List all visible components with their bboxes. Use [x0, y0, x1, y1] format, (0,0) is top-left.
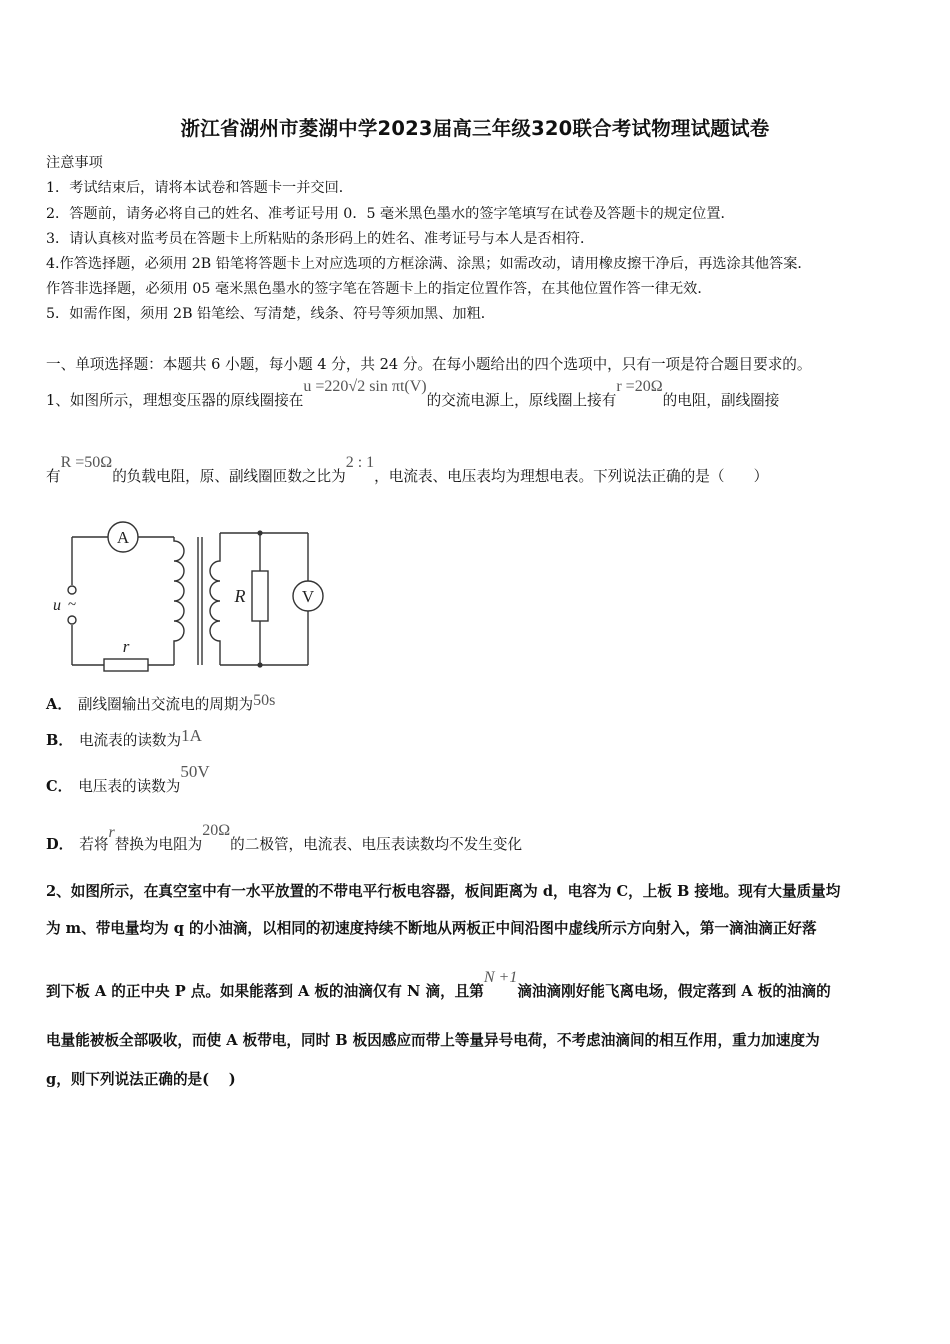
- resistor-r: [104, 659, 148, 671]
- option-a[interactable]: [46, 693, 275, 714]
- option-d[interactable]: [46, 822, 523, 854]
- q2-n-plus-one: N +1: [483, 969, 518, 986]
- primary-coil: [174, 537, 184, 665]
- question-2-line: 电量能被板全部吸收，而使 A 板带电，同时 B 板因感应而带上等量异号电荷，不考虑油滴间的相互作用，重力加速度为: [46, 1032, 820, 1049]
- option-text: 电流表的读数为: [78, 732, 182, 749]
- option-text: 若将: [79, 836, 109, 853]
- option-b[interactable]: [46, 726, 202, 750]
- question-1-stem-line-2: [46, 454, 769, 486]
- option-text: 替换为电阻为: [114, 836, 203, 853]
- note-item: 作答非选择题，必须用 05 毫米黑色墨水的签字笔在答题卡上的指定位置作答，在其他位置作答一律无效．: [46, 281, 712, 297]
- option-label: B．: [46, 732, 73, 749]
- section-heading: 一、单项选择题：本题共 6 小题，每小题 4 分，共 24 分。在每小题给出的四个选项中，只有一项是符合题目要求的。: [46, 356, 812, 373]
- q1-text: 1、如图所示，理想变压器的原线圈接在: [46, 392, 304, 409]
- source-label: u: [53, 597, 61, 614]
- option-label: D．: [46, 836, 74, 853]
- option-math: r: [108, 824, 115, 841]
- junction-dot: [257, 662, 262, 667]
- option-c[interactable]: [46, 762, 210, 796]
- ammeter-label: A: [116, 528, 130, 547]
- notes-heading: 注意事项: [46, 155, 103, 171]
- source-terminal: [68, 586, 76, 594]
- voltmeter-label: V: [301, 587, 315, 606]
- option-text: 电压表的读数为: [78, 778, 181, 795]
- note-item: 2．答题前，请务必将自己的姓名、准考证号用 0．5 毫米黑色墨水的签字笔填写在试卷及答题卡的规定位置．: [46, 206, 735, 222]
- q1-voltage-formula: u =220√2 sin πt(V): [303, 378, 427, 395]
- option-label: A．: [46, 696, 72, 713]
- q1-text: 的电阻，副线圈接: [662, 392, 780, 409]
- q2-text: 到下板 A 的正中央 P 点。如果能落到 A 板的油滴仅有 N 滴，且第: [46, 983, 484, 1000]
- option-math: 20Ω: [202, 822, 231, 839]
- q1-text: 有: [46, 468, 61, 485]
- junction-dot: [257, 530, 262, 535]
- question-2-line: [46, 969, 831, 1001]
- note-item: 1．考试结束后，请将本试卷和答题卡一并交回．: [46, 180, 353, 196]
- q1-R-value: R =50Ω: [60, 454, 113, 471]
- option-math: 1A: [181, 726, 202, 745]
- resistor-R: [252, 571, 268, 621]
- q1-turns-ratio: 2 : 1: [345, 454, 375, 471]
- note-item: 4.作答选择题，必须用 2B 铅笔将答题卡上对应选项的方框涂满、涂黑；如需改动，请用橡皮擦干净后，再选涂其他答案．: [46, 256, 812, 272]
- q1-r-value: r =20Ω: [616, 378, 663, 395]
- option-text: 副线圈输出交流电的周期为: [77, 696, 254, 713]
- option-math: 50s: [253, 692, 276, 709]
- q1-text: ，电流表、电压表均为理想电表。下列说法正确的是（ ）: [374, 468, 769, 485]
- secondary-coil: [210, 533, 220, 665]
- q1-text: 的负载电阻，原、副线圈匝数之比为: [112, 468, 346, 485]
- q2-text: 滴油滴刚好能飞离电场，假定落到 A 板的油滴的: [517, 983, 831, 1000]
- option-label: C．: [46, 778, 73, 795]
- option-text: 的二极管，电流表、电压表读数均不发生变化: [230, 836, 523, 853]
- transformer-circuit-diagram: [44, 515, 344, 680]
- question-2-line: g，则下列说法正确的是( ): [46, 1071, 236, 1088]
- resistor-R-label: R: [234, 586, 246, 606]
- question-1-stem-line-1: [46, 378, 780, 410]
- note-item: 3．请认真核对监考员在答题卡上所粘贴的条形码上的姓名、准考证号与本人是否相符．: [46, 231, 595, 247]
- ac-symbol: ~: [67, 597, 77, 613]
- resistor-r-label: r: [122, 637, 130, 656]
- option-math: 50V: [180, 762, 210, 781]
- question-2-line: 2、如图所示，在真空室中有一水平放置的不带电平行板电容器，板间距离为 d，电容为 C，上板 B 接地。现有大量质量均: [46, 883, 841, 900]
- page-title: 浙江省湖州市菱湖中学2023届高三年级320联合考试物理试题试卷: [180, 117, 770, 140]
- source-terminal: [68, 616, 76, 624]
- q1-text: 的交流电源上，原线圈上接有: [426, 392, 617, 409]
- question-2-line: 为 m、带电量均为 q 的小油滴，以相同的初速度持续不断地从两板正中间沿图中虚线所示方向射入，第一滴油滴正好落: [46, 920, 817, 937]
- note-item: 5．如需作图，须用 2B 铅笔绘、写清楚，线条、符号等须加黑、加粗．: [46, 306, 495, 322]
